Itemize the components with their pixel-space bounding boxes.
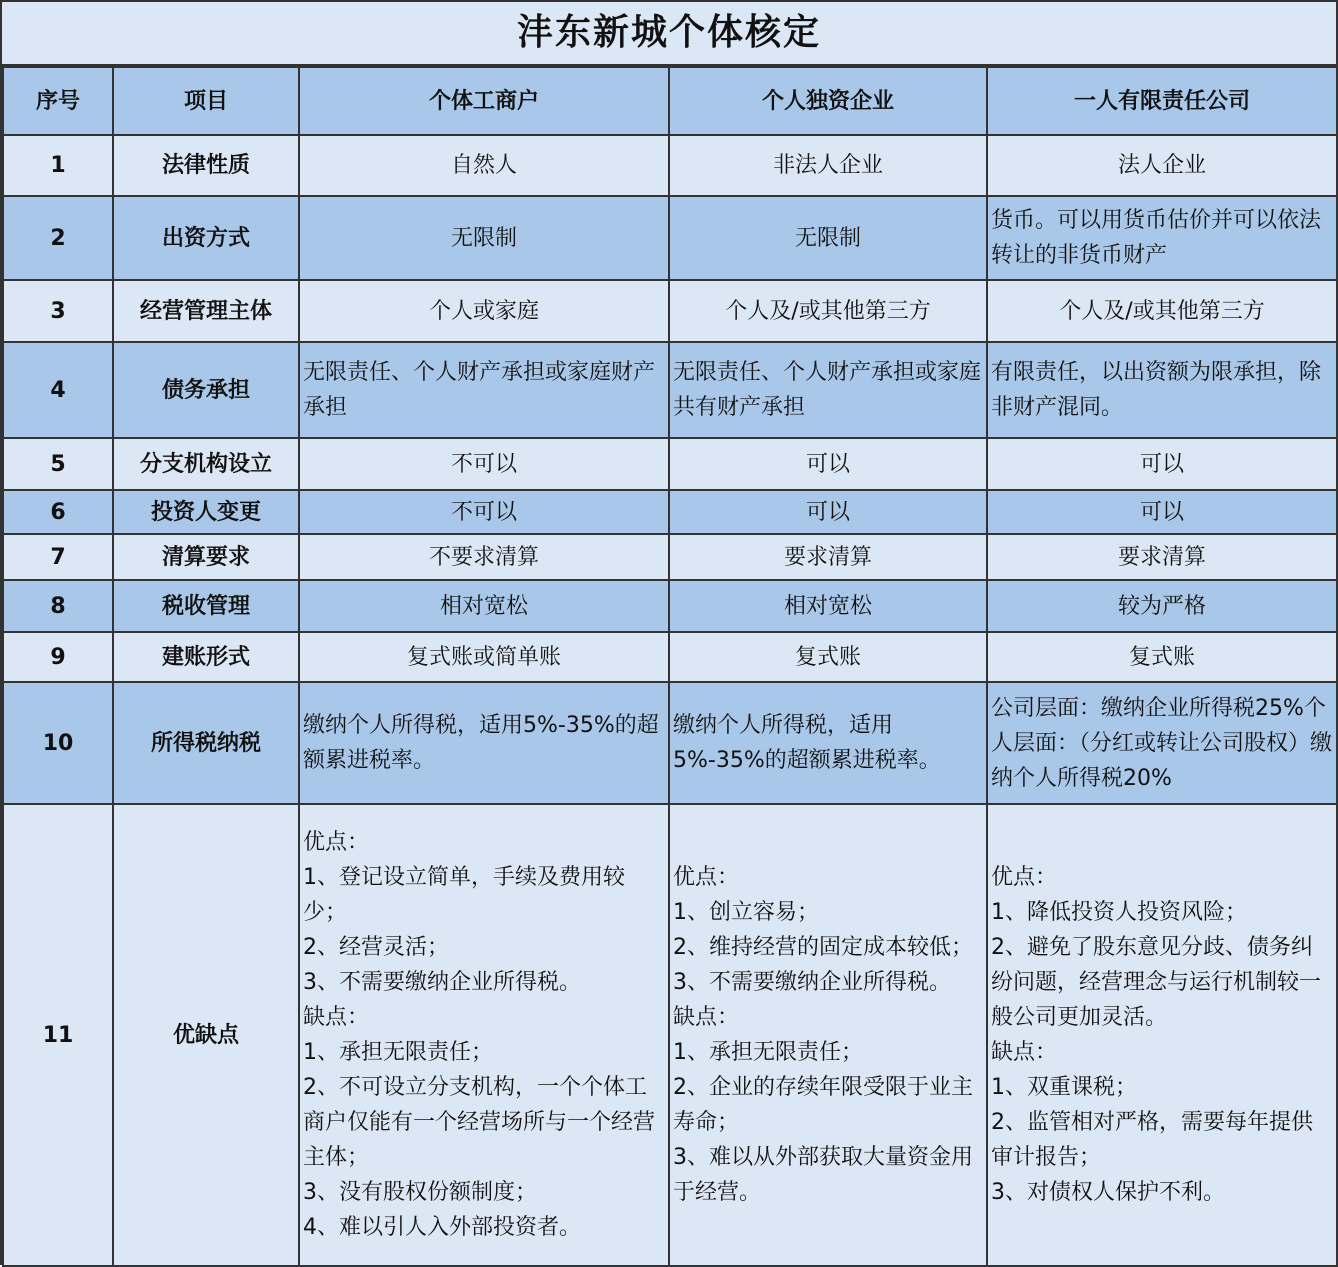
row-index: 7 bbox=[3, 534, 113, 580]
header-row bbox=[3, 67, 1337, 135]
cell-single-member-llc: 公司层面：缴纳企业所得税25%个人层面：（分红或转让公司股权）缴纳个人所得税20% bbox=[987, 682, 1337, 804]
cell-individual-business: 不可以 bbox=[299, 438, 669, 490]
table-row bbox=[3, 804, 1337, 1266]
cell-single-member-llc: 要求清算 bbox=[987, 534, 1337, 580]
cell-sole-proprietorship: 复式账 bbox=[669, 632, 987, 682]
comparison-table bbox=[2, 66, 1338, 1267]
pros-cons-line: 3、不需要缴纳企业所得税。 bbox=[673, 970, 951, 995]
row-item: 清算要求 bbox=[113, 534, 299, 580]
header-single-member-llc: 一人有限责任公司 bbox=[987, 67, 1337, 135]
cell-individual-business: 复式账或简单账 bbox=[299, 632, 669, 682]
cell-individual-business: 缴纳个人所得税，适用5%-35%的超额累进税率。 bbox=[299, 682, 669, 804]
row-item: 经营管理主体 bbox=[113, 280, 299, 342]
pros-cons-line: 2、避免了股东意见分歧、债务纠纷问题，经营理念与运行机制较一般公司更加灵活。 bbox=[991, 935, 1322, 1030]
header-item: 项目 bbox=[113, 67, 299, 135]
pros-cons-line: 1、双重课税； bbox=[991, 1075, 1137, 1100]
row-item: 投资人变更 bbox=[113, 490, 299, 534]
table-row bbox=[3, 438, 1337, 490]
table-row bbox=[3, 135, 1337, 196]
row-index: 10 bbox=[3, 682, 113, 804]
cell-single-member-llc: 法人企业 bbox=[987, 135, 1337, 196]
row-index: 3 bbox=[3, 280, 113, 342]
pros-cons-line: 优点： bbox=[303, 830, 370, 855]
cell-single-member-llc: 货币。可以用货币估价并可以依法转让的非货币财产 bbox=[987, 196, 1337, 280]
cell-individual-business: 无限责任、个人财产承担或家庭财产承担 bbox=[299, 342, 669, 438]
pros-cons-line: 1、创立容易； bbox=[673, 900, 819, 925]
row-item: 税收管理 bbox=[113, 580, 299, 632]
cell-sole-proprietorship: 可以 bbox=[669, 490, 987, 534]
table-row bbox=[3, 534, 1337, 580]
row-item: 出资方式 bbox=[113, 196, 299, 280]
cell-individual-business: 相对宽松 bbox=[299, 580, 669, 632]
table-row bbox=[3, 490, 1337, 534]
row-item: 建账形式 bbox=[113, 632, 299, 682]
pros-cons-list bbox=[991, 860, 1333, 1210]
cell-sole-proprietorship: 无限制 bbox=[669, 196, 987, 280]
cell-sole-proprietorship: 相对宽松 bbox=[669, 580, 987, 632]
pros-cons-line: 1、承担无限责任； bbox=[303, 1040, 493, 1065]
row-index: 8 bbox=[3, 580, 113, 632]
pros-cons-list bbox=[303, 825, 665, 1245]
row-index: 11 bbox=[3, 804, 113, 1266]
row-index: 6 bbox=[3, 490, 113, 534]
table-row bbox=[3, 580, 1337, 632]
cell-sole-proprietorship: 要求清算 bbox=[669, 534, 987, 580]
header-individual-business: 个体工商户 bbox=[299, 67, 669, 135]
row-index: 9 bbox=[3, 632, 113, 682]
pros-cons-line: 优点： bbox=[991, 865, 1058, 890]
pros-cons-line: 4、难以引人入外部投资者。 bbox=[303, 1215, 581, 1240]
pros-cons-line: 缺点： bbox=[673, 1005, 740, 1030]
table-row bbox=[3, 682, 1337, 804]
cell-single-member-llc: 较为严格 bbox=[987, 580, 1337, 632]
pros-cons-line: 3、不需要缴纳企业所得税。 bbox=[303, 970, 581, 995]
pros-cons-list bbox=[673, 860, 983, 1210]
table-row bbox=[3, 280, 1337, 342]
pros-cons-line: 1、降低投资人投资风险； bbox=[991, 900, 1247, 925]
row-item: 法律性质 bbox=[113, 135, 299, 196]
cell-sole-proprietorship bbox=[669, 804, 987, 1266]
row-item: 债务承担 bbox=[113, 342, 299, 438]
cell-individual-business: 个人或家庭 bbox=[299, 280, 669, 342]
cell-sole-proprietorship: 无限责任、个人财产承担或家庭共有财产承担 bbox=[669, 342, 987, 438]
row-index: 5 bbox=[3, 438, 113, 490]
cell-single-member-llc: 复式账 bbox=[987, 632, 1337, 682]
pros-cons-line: 3、对债权人保护不利。 bbox=[991, 1180, 1225, 1205]
pros-cons-line: 缺点： bbox=[991, 1040, 1058, 1065]
row-index: 1 bbox=[3, 135, 113, 196]
table-row bbox=[3, 632, 1337, 682]
pros-cons-line: 3、没有股权份额制度； bbox=[303, 1180, 537, 1205]
cell-sole-proprietorship: 缴纳个人所得税，适用5%-35%的超额累进税率。 bbox=[669, 682, 987, 804]
pros-cons-line: 3、难以从外部获取大量资金用于经营。 bbox=[673, 1145, 973, 1205]
table-row bbox=[3, 196, 1337, 280]
pros-cons-line: 优点： bbox=[673, 865, 740, 890]
cell-individual-business: 无限制 bbox=[299, 196, 669, 280]
row-index: 4 bbox=[3, 342, 113, 438]
cell-single-member-llc: 有限责任，以出资额为限承担，除非财产混同。 bbox=[987, 342, 1337, 438]
cell-single-member-llc bbox=[987, 804, 1337, 1266]
cell-single-member-llc: 可以 bbox=[987, 438, 1337, 490]
pros-cons-line: 2、企业的存续年限受限于业主寿命； bbox=[673, 1075, 973, 1135]
pros-cons-line: 缺点： bbox=[303, 1005, 370, 1030]
pros-cons-line: 2、维持经营的固定成本较低； bbox=[673, 935, 973, 960]
pros-cons-line: 2、不可设立分支机构，一个个体工商户仅能有一个经营场所与一个经营主体； bbox=[303, 1075, 656, 1170]
row-item: 分支机构设立 bbox=[113, 438, 299, 490]
cell-sole-proprietorship: 个人及/或其他第三方 bbox=[669, 280, 987, 342]
row-index: 2 bbox=[3, 196, 113, 280]
pros-cons-line: 1、承担无限责任； bbox=[673, 1040, 863, 1065]
table-row bbox=[3, 342, 1337, 438]
cell-individual-business: 不要求清算 bbox=[299, 534, 669, 580]
cell-single-member-llc: 个人及/或其他第三方 bbox=[987, 280, 1337, 342]
pros-cons-line: 2、监管相对严格，需要每年提供审计报告； bbox=[991, 1110, 1313, 1170]
cell-individual-business: 不可以 bbox=[299, 490, 669, 534]
cell-sole-proprietorship: 可以 bbox=[669, 438, 987, 490]
cell-individual-business bbox=[299, 804, 669, 1266]
pros-cons-line: 2、经营灵活； bbox=[303, 935, 449, 960]
cell-sole-proprietorship: 非法人企业 bbox=[669, 135, 987, 196]
row-item: 优缺点 bbox=[113, 804, 299, 1266]
header-sole-proprietorship: 个人独资企业 bbox=[669, 67, 987, 135]
page-title: 沣东新城个体核定 bbox=[2, 2, 1336, 66]
header-index: 序号 bbox=[3, 67, 113, 135]
cell-individual-business: 自然人 bbox=[299, 135, 669, 196]
pros-cons-line: 1、登记设立简单，手续及费用较少； bbox=[303, 865, 625, 925]
row-item: 所得税纳税 bbox=[113, 682, 299, 804]
cell-single-member-llc: 可以 bbox=[987, 490, 1337, 534]
